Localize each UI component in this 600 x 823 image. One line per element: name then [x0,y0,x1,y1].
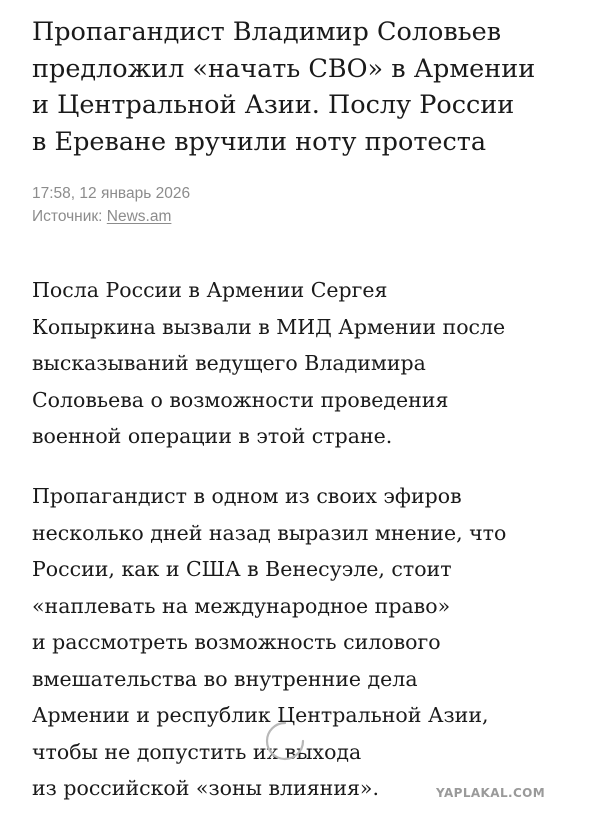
paragraph-line: вмешательства во внутренние дела [32,666,418,691]
article-date: 17:58, 12 январь 2026 [32,185,191,202]
article-headline [32,14,587,160]
source-label: Источник: [32,208,107,225]
paragraph-line: чтобы не допустить их выхода [32,739,362,764]
headline-line: Пропагандист Владимир Соловьев [32,17,502,47]
paragraph-line: России, как и США в Венесуэле, стоит [32,557,452,581]
article-meta [32,182,190,228]
paragraph-line: Армении и республик Центральной Азии, [32,703,489,727]
headline-line: в Ереване вручили ноту протеста [32,126,487,157]
headline-line: и Центральной Азии. Послу России [32,90,515,120]
paragraph-line: Копыркина вызвали в МИД Армении после [32,314,506,339]
paragraph-line: «наплевать на международное право» [32,593,451,618]
loading-spinner-icon [262,718,308,764]
paragraph-line: Посла России в Армении Сергея [32,278,388,302]
source-link[interactable]: News.am [106,208,172,225]
paragraph-line: из российской «зоны влияния». [32,776,379,800]
paragraph-line: Пропагандист в одном из своих эфиров [32,484,462,508]
paragraph-line: и рассмотреть возможность силового [32,630,441,654]
paragraph-line: Соловьева о возможности проведения [32,387,449,412]
paragraph-line: военной операции в этой стране. [32,424,393,448]
headline-line: предложил «начать СВО» в Армении [32,53,536,84]
site-watermark: YAPLAKAL.COM [436,786,546,800]
paragraph-line: несколько дней назад выразил мнение, что [32,520,507,545]
article-paragraph-2 [32,478,592,807]
article-paragraph-1 [32,272,592,455]
article-source [32,205,190,228]
paragraph-line: высказываний ведущего Владимира [32,351,426,375]
